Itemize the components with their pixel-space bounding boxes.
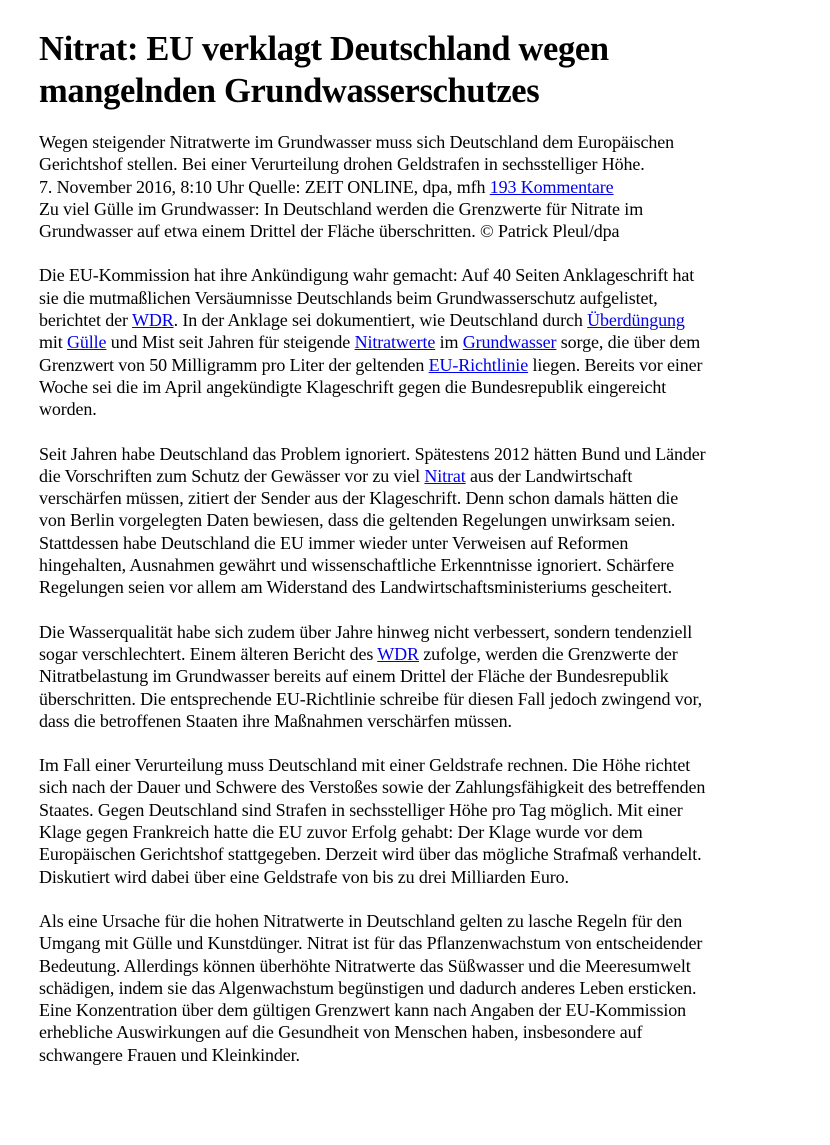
text-line: Im Fall einer Verurteilung muss Deutschland mit einer Geldstrafe rechnen. Die Höhe richtet [39, 755, 691, 776]
nitratwerte-link[interactable]: Nitratwerte [354, 332, 436, 353]
text-segment: Grenzwert von 50 Milligramm pro Liter der geltenden [39, 354, 429, 375]
text-line [39, 331, 819, 353]
paragraph-4 [39, 754, 819, 888]
text-line: dass die betroffenen Staaten ihre Maßnahmen verschärfen müssen. [39, 710, 512, 731]
teaser-line: Gerichtshof stellen. Bei einer Verurteilung drohen Geldstrafen in sechsstelliger Höhe. [39, 154, 645, 175]
meta-text: 7. November 2016, 8:10 Uhr Quelle: ZEIT ONLINE, dpa, mfh [39, 176, 490, 197]
text-line: Europäischen Gerichtshof stattgegeben. Derzeit wird über das mögliche Strafmaß verhandelt. [39, 844, 702, 865]
text-segment: die Vorschriften zum Schutz der Gewässer vor zu viel [39, 465, 425, 486]
text-line: Staates. Gegen Deutschland sind Strafen in sechsstelliger Höhe pro Tag möglich. Mit einer [39, 799, 683, 820]
text-line: sie die mutmaßlichen Versäumnisse Deutschlands beim Grundwasserschutz aufgelistet, [39, 287, 658, 308]
text-line [39, 643, 819, 665]
text-segment: zufolge, werden die Grenzwerte der [418, 643, 678, 664]
text-line: worden. [39, 399, 97, 420]
article-teaser [39, 131, 819, 242]
text-line: Die Wasserqualität habe sich zudem über Jahre hinweg nicht verbessert, sondern tendenziell [39, 621, 693, 642]
text-line: schwangere Frauen und Kleinkinder. [39, 1044, 300, 1065]
comments-link[interactable]: 193 Kommentare [489, 176, 614, 197]
grundwasser-link[interactable]: Grundwasser [462, 332, 557, 353]
text-line: von Berlin vorgelegten Daten bewiesen, dass die geltenden Regelungen unwirksam seien. [39, 510, 676, 531]
teaser-line: Wegen steigender Nitratwerte im Grundwasser muss sich Deutschland dem Europäischen [39, 132, 675, 152]
text-line: überschritten. Die entsprechende EU-Richtlinie schreibe für diesen Fall jedoch zwingend vor, [39, 688, 703, 709]
text-line: Bedeutung. Allerdings können überhöhte Nitratwerte das Süßwasser und die Meeresumwelt [39, 955, 691, 976]
text-line: Stattdessen habe Deutschland die EU immer wieder unter Verweisen auf Reformen [39, 532, 629, 553]
paragraph-3 [39, 621, 819, 732]
text-segment: im [435, 332, 463, 353]
text-segment: mit [39, 332, 68, 353]
text-segment: . In der Anklage sei dokumentiert, wie Deutschland durch [173, 310, 588, 331]
text-segment: sogar verschlechtert. Einem älteren Bericht des [39, 643, 378, 664]
text-line: verschärfen müssen, zitiert der Sender aus der Klageschrift. Denn schon damals hätten die [39, 488, 679, 509]
title-line: mangelnden Grundwasserschutzes [39, 72, 540, 110]
text-line: Seit Jahren habe Deutschland das Problem ignoriert. Spätestens 2012 hätten Bund und Länder [39, 443, 706, 464]
title-line: Nitrat: EU verklagt Deutschland wegen [39, 30, 609, 68]
text-line: Eine Konzentration über dem gültigen Grenzwert kann nach Angaben der EU-Kommission [39, 1000, 686, 1021]
text-segment: berichtet der [39, 310, 132, 331]
text-line: Klage gegen Frankreich hatte die EU zuvor Erfolg gehabt: Der Klage wurde vor dem [39, 822, 643, 843]
text-segment: liegen. Bereits vor einer [528, 354, 703, 375]
text-line: Als eine Ursache für die hohen Nitratwerte in Deutschland gelten zu lasche Regeln für den [39, 910, 683, 931]
article-title [39, 28, 799, 112]
ueberduengung-link[interactable]: Überdüngung [587, 310, 685, 331]
text-line: hingehalten, Ausnahmen gewährt und wissenschaftliche Erkenntnisse ignoriert. Schärfere [39, 555, 674, 576]
text-line: Regelungen seien vor allem am Widerstand des Landwirtschaftsministeriums gescheitert. [39, 577, 673, 598]
nitrat-link[interactable]: Nitrat [424, 465, 466, 486]
eu-richtlinie-link[interactable]: EU-Richtlinie [428, 354, 529, 375]
text-line: Woche sei die im April angekündigte Klageschrift gegen die Bundesrepublik eingereicht [39, 376, 667, 397]
paragraph-2 [39, 443, 819, 599]
text-line: Umgang mit Gülle und Kunstdünger. Nitrat ist für das Pflanzenwachstum von entscheidender [39, 933, 703, 954]
text-line: Nitratbelastung im Grundwasser bereits auf einem Drittel der Fläche der Bundesrepublik [39, 666, 669, 687]
text-line [39, 354, 819, 376]
text-line: erhebliche Auswirkungen auf die Gesundheit von Menschen haben, insbesondere auf [39, 1022, 643, 1043]
text-segment: sorge, die über dem [556, 332, 701, 353]
text-line: Die EU-Kommission hat ihre Ankündigung wahr gemacht: Auf 40 Seiten Anklageschrift hat [39, 265, 695, 286]
image-caption-line: Grundwasser auf etwa einem Drittel der Fläche überschritten. © Patrick Pleul/dpa [39, 221, 620, 242]
text-segment: und Mist seit Jahren für steigende [106, 332, 355, 353]
text-line: sich nach der Dauer und Schwere des Verstoßes sowie der Zahlungsfähigkeit des betreffenden [39, 777, 706, 798]
wdr-link[interactable]: WDR [377, 643, 419, 664]
article-meta [39, 176, 819, 198]
paragraph-5 [39, 910, 819, 1066]
paragraph-1 [39, 264, 819, 420]
article [39, 28, 819, 1066]
guelle-link[interactable]: Gülle [67, 332, 107, 353]
text-line [39, 465, 819, 487]
image-caption-line: Zu viel Gülle im Grundwasser: In Deutschland werden die Grenzwerte für Nitrate im [39, 198, 644, 219]
text-line: Diskutiert wird dabei über eine Geldstrafe von bis zu drei Milliarden Euro. [39, 866, 569, 887]
text-line: schädigen, indem sie das Algenwachstum begünstigen und dadurch anderes Leben ersticken. [39, 977, 697, 998]
text-segment: aus der Landwirtschaft [465, 465, 633, 486]
text-line [39, 309, 819, 331]
wdr-link[interactable]: WDR [131, 310, 174, 331]
